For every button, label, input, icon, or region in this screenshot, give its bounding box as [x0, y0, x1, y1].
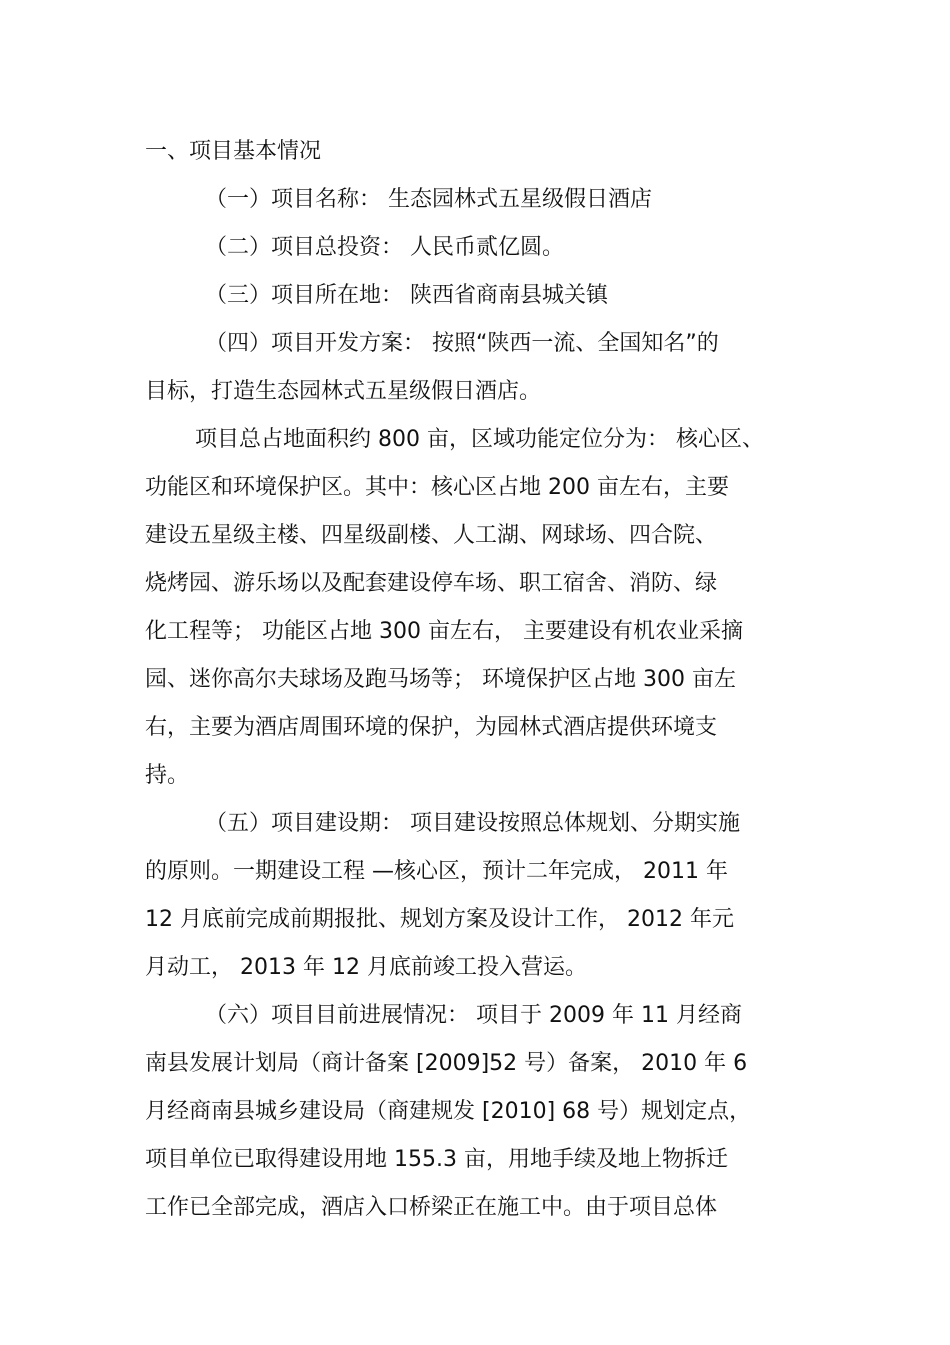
location-line: （三）项目所在地： 陕西省商南县城关镇	[205, 283, 608, 308]
project-name-line: （一）项目名称： 生态园林式五星级假日酒店	[205, 187, 652, 212]
paragraph-line: 功能区和环境保护区。其中：核心区占地 200 亩左右，主要	[145, 475, 729, 500]
paragraph-line: 烧烤园、游乐场以及配套建设停车场、职工宿舍、消防、绿	[145, 571, 718, 596]
section-heading: 一、项目基本情况	[145, 139, 322, 164]
development-plan-continuation: 目标，打造生态园林式五星级假日酒店。	[145, 379, 542, 404]
paragraph-line: 工作已全部完成，酒店入口桥梁正在施工中。由于项目总体	[145, 1195, 718, 1220]
development-plan-line: （四）项目开发方案： 按照“陕西一流、全国知名”的	[205, 331, 719, 356]
paragraph-line: 右，主要为酒店周围环境的保护，为园林式酒店提供环境支	[145, 715, 718, 740]
paragraph-line: 项目单位已取得建设用地 155.3 亩，用地手续及地上物拆迁	[145, 1147, 728, 1172]
progress-line: （六）项目目前进展情况： 项目于 2009 年 11 月经商	[205, 1003, 742, 1028]
paragraph-line: 月经商南县城乡建设局（商建规发 [2010] 68 号）规划定点，	[145, 1099, 752, 1124]
paragraph-line: 月动工， 2013 年 12 月底前竣工投入营运。	[145, 955, 587, 980]
paragraph-line: 项目总占地面积约 800 亩，区域功能定位分为： 核心区、	[195, 427, 764, 452]
paragraph-line: 园、迷你高尔夫球场及跑马场等； 环境保护区占地 300 亩左	[145, 667, 736, 692]
paragraph-line: 的原则。一期建设工程 —核心区，预计二年完成， 2011 年	[145, 859, 728, 884]
investment-line: （二）项目总投资： 人民币贰亿圆。	[205, 235, 564, 260]
paragraph-line: 建设五星级主楼、四星级副楼、人工湖、网球场、四合院、	[145, 523, 718, 548]
construction-period-line: （五）项目建设期： 项目建设按照总体规划、分期实施	[205, 811, 740, 836]
paragraph-line: 南县发展计划局（商计备案 [2009]52 号）备案， 2010 年 6	[145, 1051, 748, 1076]
paragraph-line: 化工程等； 功能区占地 300 亩左右， 主要建设有机农业采摘	[145, 619, 743, 644]
paragraph-line: 12 月底前完成前期报批、规划方案及设计工作， 2012 年元	[145, 907, 734, 932]
paragraph-line: 持。	[145, 763, 190, 788]
